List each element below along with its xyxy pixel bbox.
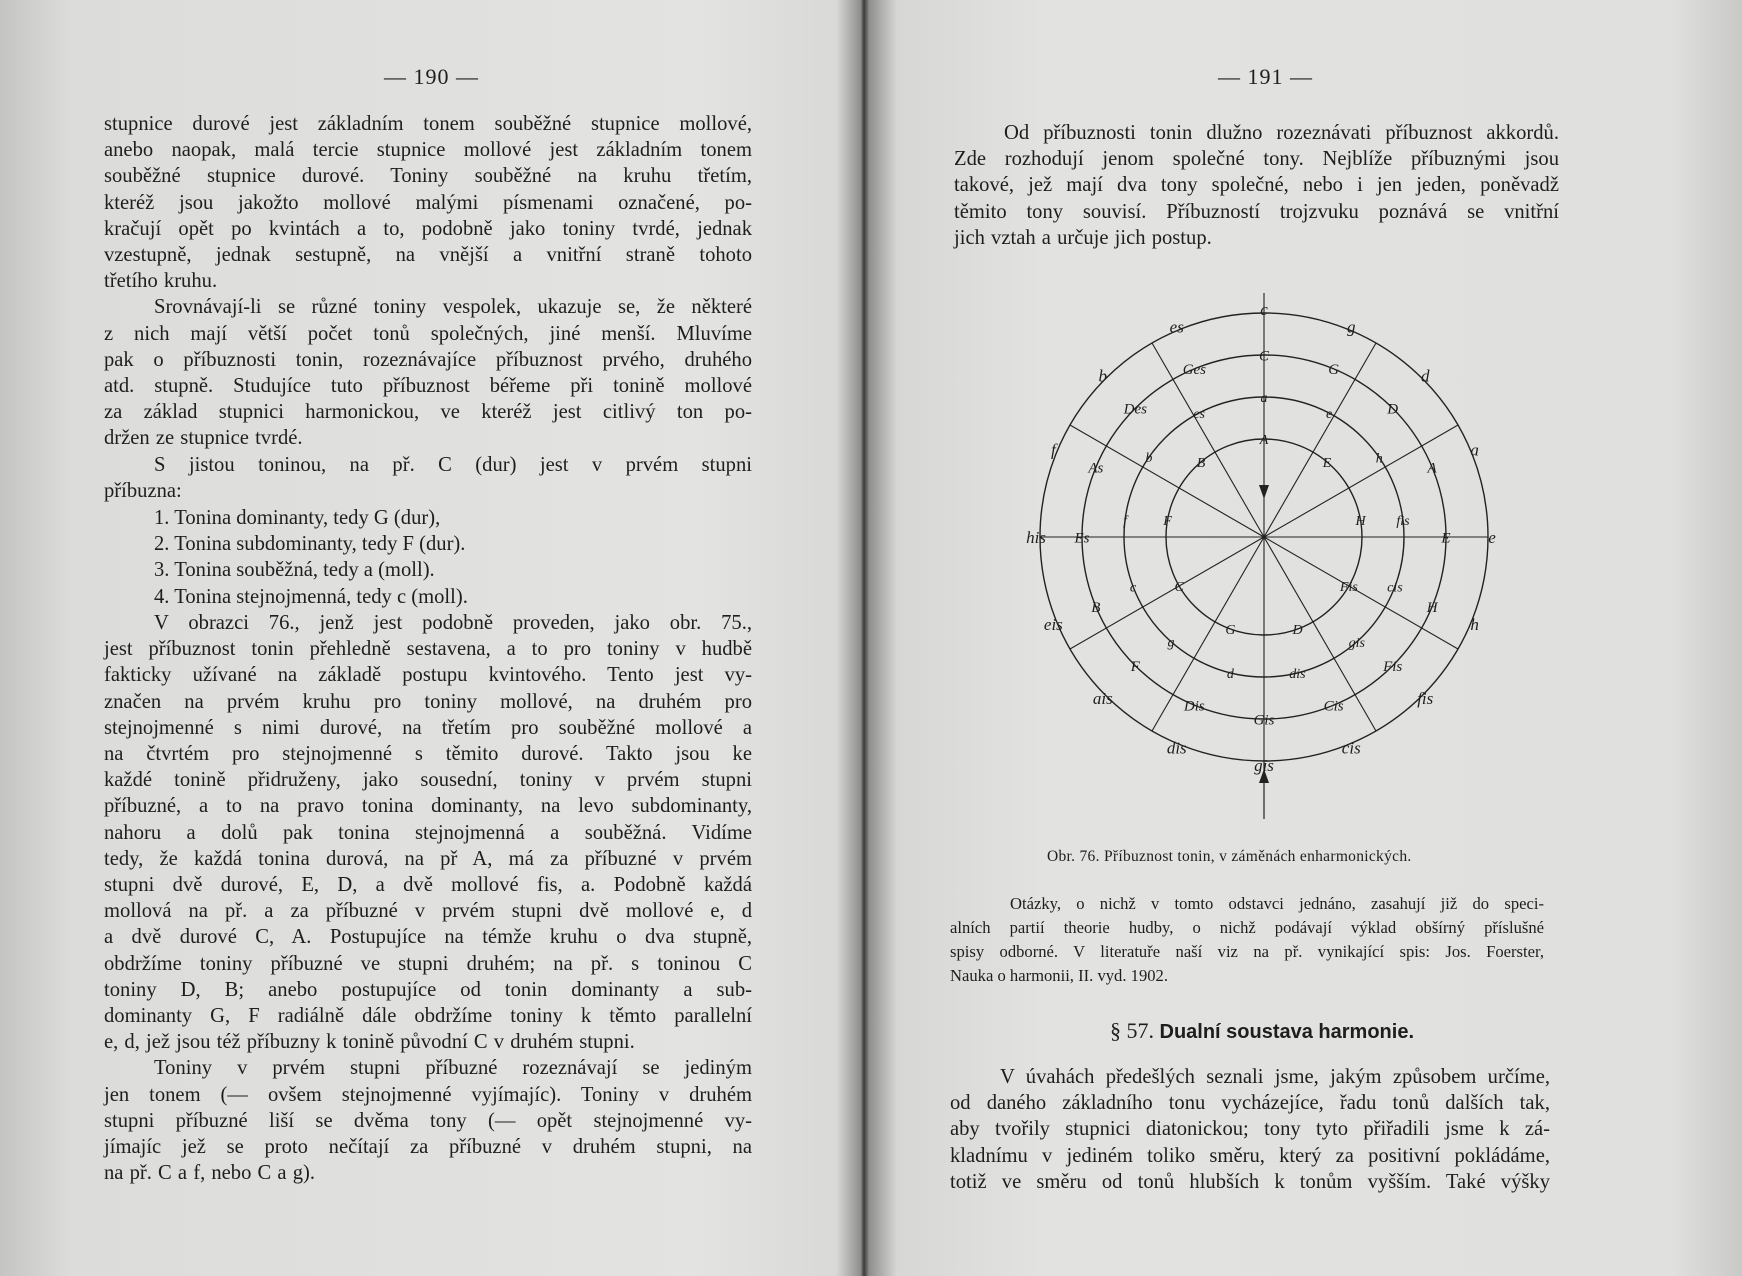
diagram-label: G: [1328, 362, 1340, 379]
text-line: Nauka o harmonii, II. vyd. 1902.: [950, 966, 1168, 985]
diagram-label: D: [1292, 622, 1303, 638]
diagram-label: H: [1355, 513, 1366, 529]
left-page: [0, 0, 860, 1276]
text-line: nahoru a dolů pak tonina stejnojmenná a souběžná. Vidíme: [104, 821, 752, 844]
text-line: jest příbuznost tonin přehledně sestavena, a to pro toniny v hudbě: [104, 638, 752, 661]
diagram-label: F: [1163, 513, 1172, 529]
text-line: za základ stupnici harmonickou, ve kteréž jest citlivý ton po-: [104, 401, 752, 424]
diagram-label: F: [1130, 658, 1140, 675]
text-line: obdržíme toniny příbuzné ve stupni druhém; na př. s toninou C: [104, 952, 752, 975]
diagram-label: b: [1098, 366, 1108, 386]
footnote: [950, 892, 1544, 988]
text-line: od daného základního tonu vycházejíce, řadu tonů dalších tak,: [950, 1092, 1550, 1115]
diagram-label: dis: [1166, 738, 1187, 758]
text-line: alních partií theorie hudby, o nichž podávají výklad obšírný příslušné: [950, 918, 1544, 937]
text-line: stupnice durové jest základním tonem souběžné stupnice mollové,: [104, 113, 752, 135]
diagram-label: es: [1193, 406, 1205, 422]
diagram-label: e: [1325, 406, 1333, 422]
text-line: Srovnávají-li se různé toniny vespolek, ukazuje se, že některé: [154, 296, 752, 319]
text-line: vzestupně, jednak sestupně, na vnější a vnitřní straně tohoto: [104, 244, 752, 267]
text-line: těmito tony souvisí. Příbuzností trojzvuku poznává se vnitřní: [954, 200, 1559, 223]
text-line: atd. stupně. Studujíce tuto příbuznost béřeme při tonině mollové: [104, 375, 752, 398]
diagram-label: c: [1129, 580, 1137, 596]
diagram-label: E: [1322, 455, 1332, 471]
diagram-label: Des: [1123, 401, 1147, 418]
diagram-label: e: [1488, 527, 1496, 547]
diagram-label: his: [1026, 527, 1046, 547]
text-line: kteréž jsou jakožto mollové malými písmenami označené, po-: [104, 191, 752, 214]
diagram-label: eis: [1043, 615, 1063, 635]
text-line: značen na prvém kruhu pro toniny mollové, na druhém pro: [104, 690, 752, 713]
key-relationship-diagram: [1026, 292, 1496, 845]
diagram-label: h: [1470, 615, 1479, 635]
text-line: držen ze stupnice tvrdé.: [104, 427, 303, 450]
list-item: 1. Tonina dominanty, tedy G (dur),: [154, 507, 441, 529]
text-line: toniny D, B; anebo postupujíce od tonin dominanty a sub-: [104, 978, 752, 1001]
circle-diagram-svg: [1026, 292, 1496, 840]
diagram-label: C: [1258, 348, 1270, 365]
diagram-label: g: [1347, 317, 1356, 337]
text-line: anebo naopak, malá tercie stupnice mollové jest základním tonem: [104, 139, 752, 162]
right-page: [862, 0, 1742, 1276]
text-line: fakticky užívané na základě postupu kvintového. Tento jest vy-: [104, 664, 752, 687]
diagram-label: h: [1375, 451, 1383, 467]
diagram-label: Gis: [1253, 712, 1275, 729]
diagram-label: fis: [1417, 689, 1434, 709]
page-number-right: — 191 —: [1218, 64, 1313, 89]
text-line: pak o příbuznosti tonin, rozeznávajíce příbuznost prvého, druhého: [104, 348, 752, 371]
section-title: Dualní soustava harmonie.: [1159, 1021, 1415, 1043]
text-line: aby tvořily stupnici diatonickou; tony tyto přiřadili jsme k zá-: [950, 1118, 1550, 1141]
diagram-label: B: [1091, 599, 1101, 616]
diagram-label: A: [1427, 460, 1437, 477]
figure-caption: Obr. 76. Příbuznost tonin, v záměnách enharmonických.: [1047, 848, 1412, 865]
diagram-label: g: [1167, 635, 1175, 651]
list-item: 4. Tonina stejnojmenná, tedy c (moll).: [154, 585, 468, 608]
diagram-label: f: [1123, 513, 1127, 529]
diagram-label: b: [1145, 451, 1153, 467]
text-line: na čtvrtém pro stejnojmenné s těmito durové. Takto jsou ke: [104, 743, 752, 766]
section-heading: [1110, 1018, 1414, 1044]
list-item: 3. Tonina souběžná, tedy a (moll).: [154, 559, 435, 582]
text-line: Zde rozhodují jenom společné tony. Nejblíže příbuznými jsou: [954, 148, 1559, 171]
diagram-label: B: [1196, 455, 1206, 471]
diagram-label: cis: [1387, 580, 1403, 596]
arrow-down-icon: [1259, 485, 1269, 499]
right-paragraph: [954, 120, 1559, 251]
diagram-label: Dis: [1183, 698, 1205, 715]
text-line: a dvě durové C, A. Postupujíce na témže kruhu o dva stupně,: [104, 926, 752, 949]
left-paragraphs-1: [104, 111, 752, 504]
text-line: V úvahách předešlých seznali jsme, jakým způsobem určíme,: [1000, 1066, 1550, 1088]
text-line: jímajíc jež se proto nečítají za příbuzné v druhém stupni, na: [104, 1136, 752, 1159]
diagram-label: c: [1260, 299, 1268, 319]
text-line: Od příbuznosti tonin dlužno rozeznávati příbuznost akkordů.: [1004, 122, 1559, 144]
page-number-left: — 190 —: [384, 64, 479, 89]
diagram-label: A: [1259, 432, 1269, 448]
diagram-label: fis: [1396, 514, 1410, 530]
text-line: kladnímu v jediném toliko směru, který za positivní pokládáme,: [950, 1144, 1550, 1167]
diagram-label: a: [1260, 390, 1268, 406]
diagram-label: es: [1169, 317, 1184, 337]
text-line: mollová na př. a za příbuzné v prvém stupni dvě mollové e, d: [104, 900, 752, 923]
text-line: příbuzné, a to na pravo tonina dominanty, na levo subdominanty,: [104, 795, 752, 818]
text-line: z nich mají větší počet tonů společných, jiné menší. Mluvíme: [104, 322, 752, 345]
section-number: § 57.: [1110, 1018, 1154, 1043]
left-paragraphs-2: [104, 610, 752, 1186]
diagram-label: d: [1226, 666, 1234, 682]
text-line: na př. C a f, nebo C a g).: [104, 1162, 316, 1185]
diagram-label: Es: [1074, 530, 1090, 547]
text-line: Toniny v prvém stupni příbuzné rozeznávají se jediným: [154, 1057, 752, 1080]
text-line: kračují opět po kvintách a to, podobně jako toniny tvrdé, jednak: [104, 217, 752, 240]
text-line: S jistou toninou, na př. C (dur) jest v prvém stupni: [154, 453, 752, 476]
diagram-label: D: [1387, 401, 1399, 418]
diagram-label: ais: [1092, 689, 1113, 709]
text-line: stejnojmenné s nimi durové, na třetím pro souběžné mollové a: [104, 716, 752, 739]
text-line: e, d, jež jsou též příbuzny k tonině původní C v druhém stupni.: [104, 1031, 635, 1054]
diagram-label: C: [1174, 579, 1184, 595]
diagram-label: G: [1225, 622, 1236, 638]
diagram-label: gis: [1254, 755, 1274, 775]
text-line: V obrazci 76., jenž jest podobně proveden, jako obr. 75.,: [154, 612, 752, 634]
text-line: stupni příbuzné liší se dvěma tony (— opět stejnojmenné vy-: [104, 1109, 752, 1132]
text-line: jich vztah a určuje jich postup.: [954, 226, 1212, 249]
text-line: dominanty G, F radiálně dále obdržíme toniny k těmto parallelní: [104, 1005, 752, 1028]
text-line: takové, jež mají dva tony společné, nebo i jen jeden, poněvadž: [954, 174, 1559, 197]
text-line: tedy, že každá tonina durová, na př A, má za příbuzné v prvém: [104, 847, 752, 870]
text-line: jen tonem (— ovšem stejnojmenné vyjímajíc). Toniny v druhém: [104, 1083, 752, 1106]
text-line: souběžné stupnice durové. Toniny souběžné na kruhu třetím,: [104, 165, 752, 188]
diagram-label: dis: [1289, 666, 1306, 682]
text-line: Otázky, o nichž v tomto odstavci jednáno, zasahují již do speci-: [1010, 894, 1544, 913]
diagram-label: gis: [1348, 635, 1365, 651]
section-paragraph: [950, 1064, 1550, 1195]
relation-list: [104, 505, 468, 610]
diagram-label: Ges: [1182, 362, 1207, 379]
list-item: 2. Tonina subdominanty, tedy F (dur).: [154, 533, 466, 556]
diagram-label: f: [1050, 440, 1056, 460]
text-line: stupni dvě durové, E, D, a dvě mollové fis, a. Podobně každá: [104, 874, 752, 897]
diagram-label: a: [1470, 440, 1479, 460]
diagram-label: Cis: [1323, 698, 1344, 715]
text-line: spisy odborné. V literatuře naší viz na př. vynikající spis: Jos. Foerster,: [950, 942, 1544, 961]
text-line: totiž ve směru od tonů hlubších k tonům vyšším. Také výšky: [950, 1170, 1550, 1193]
diagram-label: E: [1441, 530, 1451, 547]
diagram-label: Fis: [1383, 658, 1403, 675]
diagram-label: d: [1420, 366, 1430, 386]
text-line: příbuzna:: [104, 479, 182, 502]
text-line: třetího kruhu.: [104, 270, 218, 293]
diagram-label: cis: [1341, 738, 1361, 758]
text-line: každé tonině přidruženy, jako sousední, toniny v prvém stupni: [104, 769, 752, 792]
diagram-label: As: [1088, 460, 1104, 477]
diagram-label: H: [1426, 599, 1438, 616]
diagram-label: Fis: [1339, 579, 1358, 595]
